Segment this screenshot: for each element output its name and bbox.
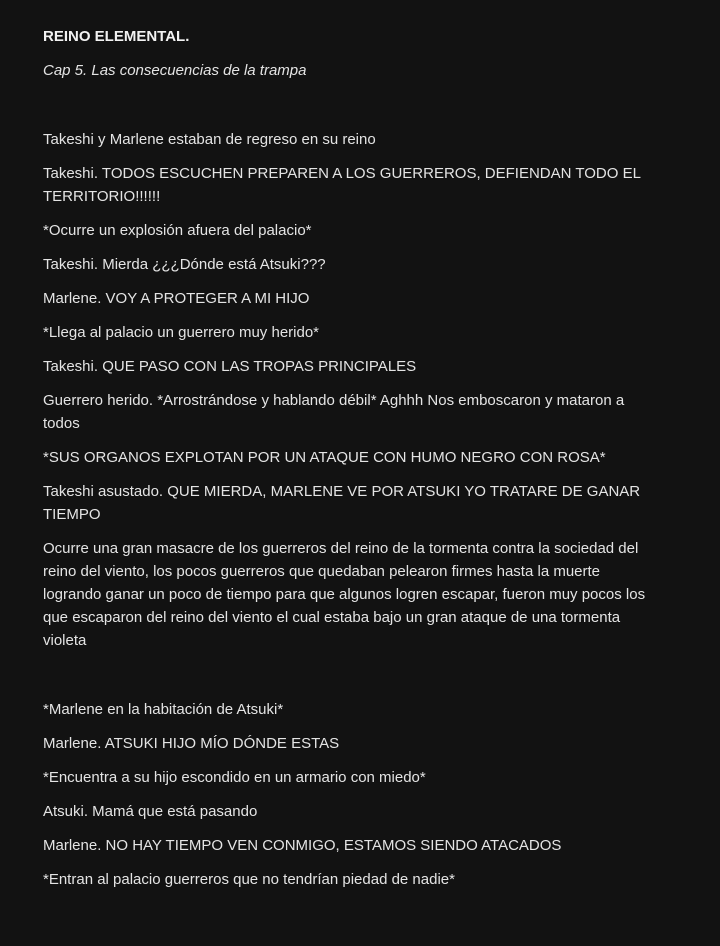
paragraph: Marlene. VOY A PROTEGER A MI HIJO: [43, 290, 310, 307]
paragraph: Marlene. NO HAY TIEMPO VEN CONMIGO, ESTAMOS SIENDO ATACADOS: [43, 837, 562, 854]
paragraph: Takeshi. TODOS ESCUCHEN PREPAREN A LOS GUERREROS, DEFIENDAN TODO EL TERRITORIO!!!!!!: [43, 165, 641, 205]
chapter-subtitle: Cap 5. Las consecuencias de la trampa: [43, 62, 307, 79]
paragraph: Atsuki. Mamá que está pasando: [43, 803, 258, 820]
document-title: REINO ELEMENTAL.: [43, 28, 190, 45]
paragraph: Guerrero herido. *Arrostrándose y hablando débil* Aghhh Nos emboscaron y mataron a todos: [43, 392, 625, 432]
paragraph: Takeshi. QUE PASO CON LAS TROPAS PRINCIPALES: [43, 358, 417, 375]
paragraph: *Ocurre un explosión afuera del palacio*: [43, 222, 312, 239]
paragraph: *SUS ORGANOS EXPLOTAN POR UN ATAQUE CON HUMO NEGRO CON ROSA*: [43, 449, 606, 466]
paragraph: Marlene. ATSUKI HIJO MÍO DÓNDE ESTAS: [43, 735, 340, 752]
paragraph: Takeshi asustado. QUE MIERDA, MARLENE VE POR ATSUKI YO TRATARE DE GANAR TIEMPO: [43, 483, 641, 523]
paragraph: Takeshi. Mierda ¿¿¿Dónde está Atsuki???: [43, 256, 326, 273]
paragraph: *Encuentra a su hijo escondido en un armario con miedo*: [43, 769, 426, 786]
paragraph: *Entran al palacio guerreros que no tendrían piedad de nadie*: [43, 871, 455, 888]
paragraph: *Llega al palacio un guerrero muy herido*: [43, 324, 320, 341]
paragraph: Takeshi y Marlene estaban de regreso en su reino: [43, 131, 376, 148]
paragraph: Ocurre una gran masacre de los guerreros del reino de la tormenta contra la sociedad del reino del viento, los pocos guerreros que quedaban pelearon firmes hasta la muerte logrando ganar un poco de tiempo para que algunos logren escapar, fueron muy pocos los que escaparon del reino del viento el cual estaba bajo un gran ataque de una tormenta violeta: [43, 540, 646, 649]
paragraph: *Marlene en la habitación de Atsuki*: [43, 701, 284, 718]
